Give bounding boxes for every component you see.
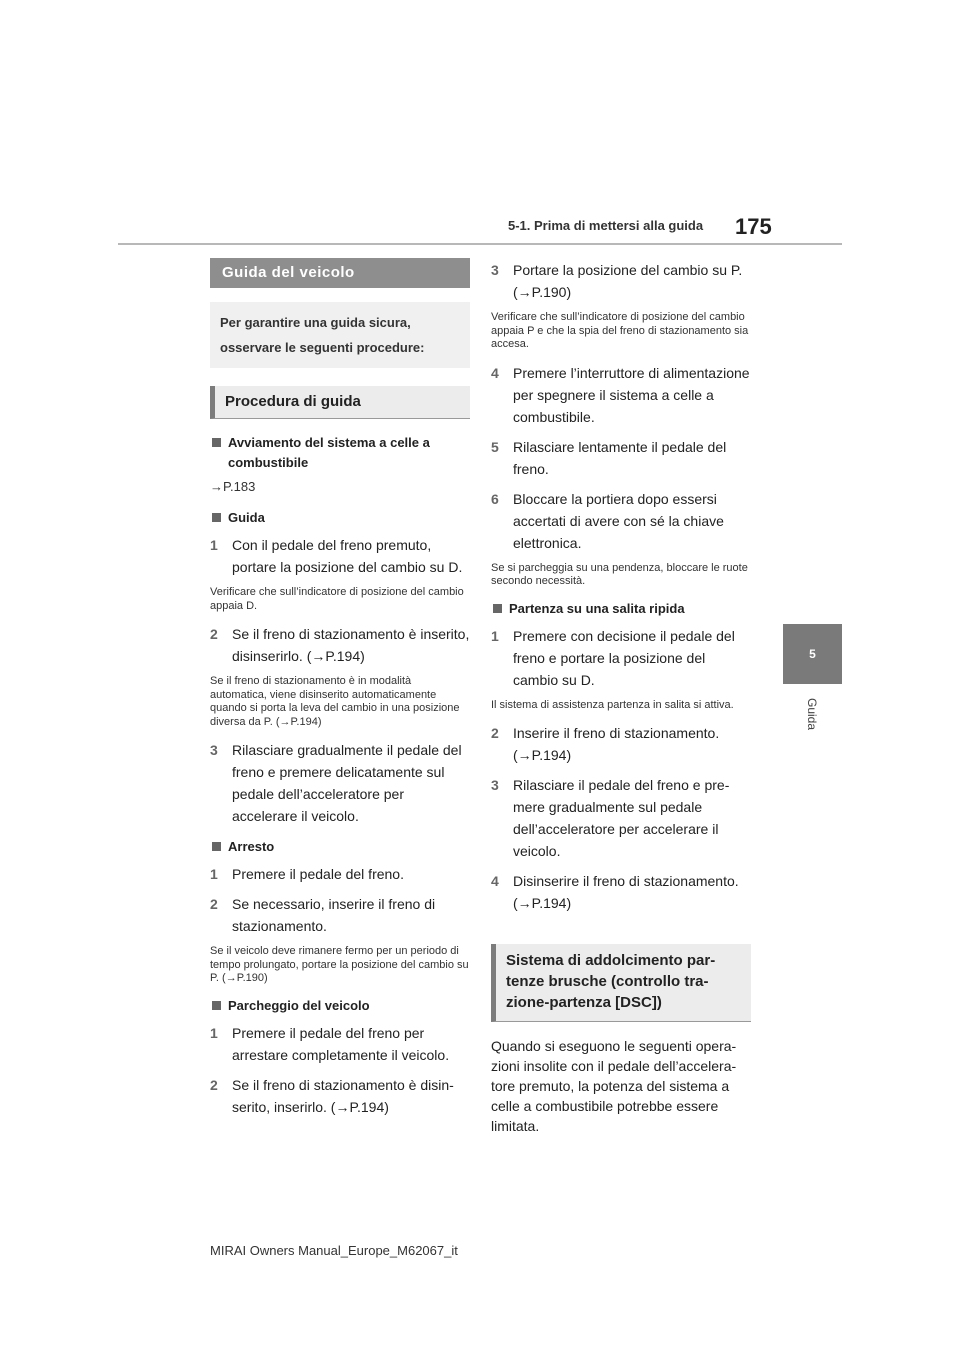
step: 1 Premere con decisione il pedale del freno e portare la posizione del cambio su D. xyxy=(491,627,735,688)
step: 1 Premere il pedale del freno per arrestare completamente il veicolo. xyxy=(210,1024,450,1063)
step: 2 Se il freno di stazionamento è disinserito, inserirlo. (→P.194) xyxy=(210,1076,454,1115)
square-bullet-icon xyxy=(212,842,221,851)
chapter-tab-label xyxy=(783,684,842,744)
step: 3 Rilasciare il pedale del freno e premere gradualmente sul pedale dell’acceleratore per accelerare il veicolo. xyxy=(491,777,730,859)
step: 4 Premere l’interruttore di alimentazione per spegnere il sistema a celle a combustibile. xyxy=(491,364,750,425)
header-rule xyxy=(118,243,842,245)
dsc-heading: Sistema di addolcimento partenze brusche (controllo trazione-partenza [DSC]) xyxy=(491,944,751,1022)
main-heading: Guida del veicolo xyxy=(210,258,470,288)
subheading-guida: Guida xyxy=(210,508,470,528)
step: 5 Rilasciare lentamente il pedale del freno. xyxy=(491,438,727,477)
intro-box: Per garantire una guida sicura, osservare le seguenti procedure: xyxy=(210,302,470,368)
subheading-avviamento: Avviamento del sistema a celle a combustibile xyxy=(210,433,470,473)
left-column xyxy=(210,258,470,1126)
step: 2 Inserire il freno di stazionamento. (→P.194) xyxy=(491,725,720,763)
page-reference: →P.183 xyxy=(210,479,256,494)
dsc-body: Quando si eseguono le seguenti operazioni insolite con il pedale dell’acceleratore premuto, la potenza del sistema a celle a combustibile potrebbe essere limitata. xyxy=(491,1038,737,1134)
section-title: 5-1. Prima di mettersi alla guida xyxy=(508,218,704,233)
step: 3 Rilasciare gradualmente il pedale del freno e premere delicatamente sul pedale dell’acceleratore per accelerare il veicolo. xyxy=(210,742,462,824)
note: Se il freno di stazionamento è in modalità automatica, viene disinserito automaticamente quando si porta la leva del cambio in una posizione diversa da P. (→P.194) xyxy=(210,675,460,728)
chapter-tab-text: Guida xyxy=(805,697,820,731)
chapter-tab-number: 5 xyxy=(783,624,842,684)
note: Se si parcheggia su una pendenza, bloccare le ruote secondo necessità. xyxy=(491,561,748,587)
square-bullet-icon xyxy=(212,1001,221,1010)
page-number: 175 xyxy=(735,214,772,239)
step: 6 Bloccare la portiera dopo essersi accertati di avere con sé la chiave elettronica. xyxy=(491,490,724,551)
step: 4 Disinserire il freno di stazionamento. (→P.194) xyxy=(491,873,739,911)
footer: MIRAI Owners Manual_Europe_M62067_it xyxy=(210,1243,458,1258)
square-bullet-icon xyxy=(212,513,221,522)
subheading-salita: Partenza su una salita ripida xyxy=(491,599,751,619)
subheading-parcheggio: Parcheggio del veicolo xyxy=(210,996,470,1016)
right-column xyxy=(491,253,751,1136)
step: 2 Se il freno di stazionamento è inserito, disinserirlo. (→P.194) xyxy=(210,626,470,664)
square-bullet-icon xyxy=(493,604,502,613)
section-heading: Procedura di guida xyxy=(210,386,470,419)
note: Verificare che sull’indicatore di posizione del cambio appaia D. xyxy=(210,586,464,612)
note: Verificare che sull’indicatore di posizione del cambio appaia P e che la spia del freno di stazionamento sia accesa. xyxy=(491,311,749,350)
step: 3 Portare la posizione del cambio su P. (→P.190) xyxy=(491,262,743,300)
square-bullet-icon xyxy=(212,438,221,447)
note: Se il veicolo deve rimanere fermo per un periodo di tempo prolungato, portare la posizione del cambio su P. (→P.190) xyxy=(210,945,469,984)
subheading-arresto: Arresto xyxy=(210,837,470,857)
note: Il sistema di assistenza partenza in salita si attiva. xyxy=(491,698,734,711)
step: 2 Se necessario, inserire il freno di stazionamento. xyxy=(210,896,436,934)
step: 1 Con il pedale del freno premuto, portare la posizione del cambio su D. xyxy=(210,537,463,575)
step: 1 Premere il pedale del freno. xyxy=(210,866,404,882)
